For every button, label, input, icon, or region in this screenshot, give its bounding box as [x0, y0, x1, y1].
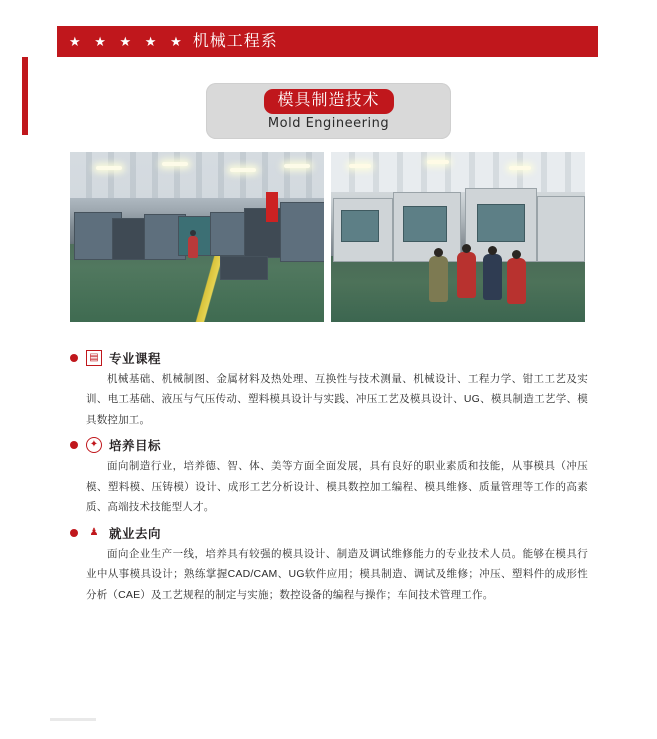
- photo2-ceiling: [331, 152, 585, 192]
- section-objectives: [70, 436, 588, 517]
- content-sections: [70, 349, 588, 611]
- photo1-worker: [188, 236, 198, 258]
- target-icon: ✦: [86, 437, 102, 453]
- photo2-cnc-machine: [537, 196, 585, 262]
- bullet-icon: [70, 441, 78, 449]
- photo2-student: [483, 254, 502, 300]
- department-title: 机械工程系: [192, 32, 278, 50]
- photo2-lamp: [349, 164, 371, 168]
- section-employment-title: 就业去向: [109, 526, 162, 541]
- photo2-student: [457, 252, 476, 298]
- section-courses-title: 专业课程: [109, 352, 162, 366]
- program-title-en: Mold Engineering: [267, 116, 390, 131]
- program-title-cn: 模具制造技术: [263, 89, 393, 114]
- section-courses: [70, 349, 588, 430]
- photo1-lamp: [284, 164, 310, 168]
- bullet-icon: [70, 354, 78, 362]
- section-objectives-header: [70, 436, 588, 454]
- stars-decoration: ★ ★ ★ ★ ★: [69, 34, 187, 49]
- photo2-lamp: [509, 166, 531, 170]
- program-title-plaque: [206, 83, 451, 139]
- workshop-machining-lab-photo: [70, 152, 324, 322]
- photo1-machine: [280, 202, 324, 262]
- photo1-lamp: [230, 168, 256, 172]
- photo2-cnc-window: [403, 206, 447, 242]
- section-courses-body: 机械基础、机械制图、金属材料及热处理、互换性与技术测量、机械设计、工程力学、钳工工艺及实训、电工基础、液压与气压传动、塑料模具设计与实践、冲压工艺及模具设计、UG、模具制造工艺学、模具数控加工。: [86, 373, 588, 426]
- photo1-workbench: [220, 256, 268, 280]
- briefcase-icon: ♟: [89, 526, 99, 538]
- photo2-student: [507, 258, 526, 304]
- bullet-icon: [70, 529, 78, 537]
- photo2-cnc-window: [341, 210, 379, 242]
- photo1-machine: [210, 212, 248, 256]
- section-objectives-title: 培养目标: [109, 439, 162, 454]
- cnc-training-students-photo: [331, 152, 585, 322]
- section-employment-header: [70, 524, 588, 542]
- photo2-student: [429, 256, 448, 302]
- left-red-accent-bar: [22, 57, 28, 135]
- photo1-lamp: [162, 162, 188, 166]
- photo2-lamp: [427, 160, 449, 164]
- section-objectives-body: 面向制造行业，培养德、智、体、美等方面全面发展，具有良好的职业素质和技能，从事模具（冲压模、塑料模、压铸模）设计、成形工艺分析设计、模具数控加工编程、模具维修、质量管理等工作的高素质、高端技术技能型人才。: [86, 460, 588, 514]
- photo-strip: [70, 152, 585, 322]
- section-courses-header: [70, 349, 588, 367]
- section-employment: [70, 524, 588, 605]
- footer-decoration: [50, 718, 96, 721]
- department-header-bar: [57, 26, 598, 57]
- book-icon: ▤: [86, 350, 102, 366]
- photo2-cnc-window: [477, 204, 525, 242]
- photo1-red-banner: [266, 192, 278, 222]
- photo1-lamp: [96, 166, 122, 170]
- section-employment-body: 面向企业生产一线，培养具有较强的模具设计、制造及调试维修能力的专业技术人员。能够在模具行业中从事模具设计；熟练掌握CAD/CAM、UG软件应用；模具制造、调试及维修；冲压、塑料件的成形性分析（CAE）及工艺规程的制定与实施；数控设备的编程与操作；车间技术管理工作。: [86, 547, 588, 601]
- photo1-ceiling: [70, 152, 324, 198]
